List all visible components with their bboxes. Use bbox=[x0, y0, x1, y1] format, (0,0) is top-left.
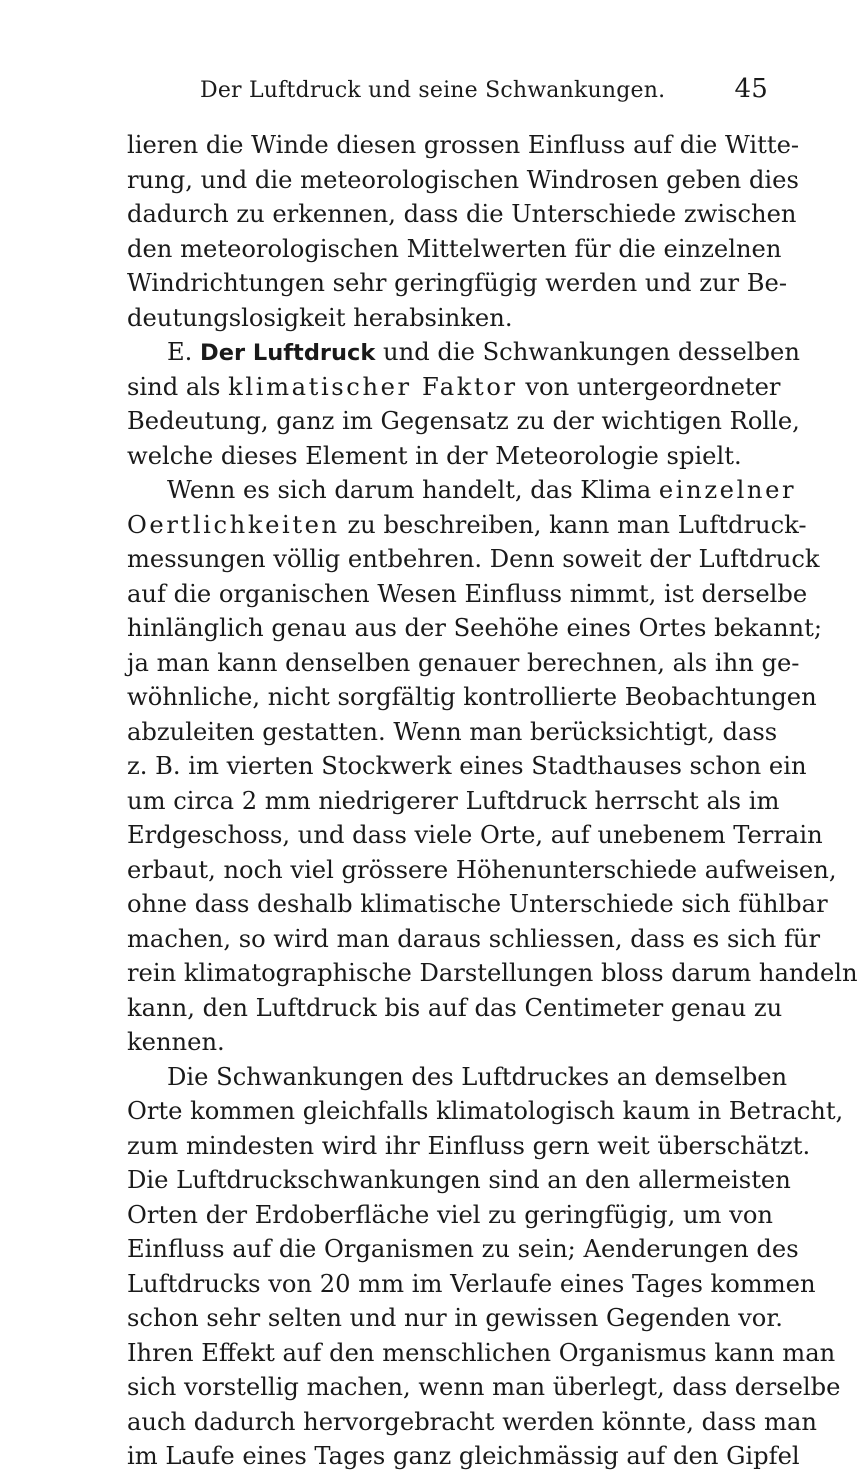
text-line: Die Luftdruckschwankungen sind an den allermeisten bbox=[127, 1166, 791, 1194]
text-fragment: sind als bbox=[127, 372, 229, 401]
emphasis: einzelner bbox=[658, 476, 797, 504]
text-line: Luftdrucks von 20 mm im Verlaufe eines Tages kommen bbox=[127, 1269, 816, 1298]
text-line: sich vorstellig machen, wenn man überlegt, dass derselbe bbox=[127, 1373, 841, 1401]
text-line: zum mindesten wird ihr Einfluss gern weit überschätzt. bbox=[127, 1131, 811, 1160]
text-line: lieren die Winde diesen grossen Einfluss auf die Witte- bbox=[127, 131, 800, 159]
text-line: auf die organischen Wesen Einfluss nimmt, ist derselbe bbox=[127, 579, 808, 608]
text-line: ohne dass deshalb klimatische Unterschiede sich fühlbar bbox=[127, 890, 828, 918]
text-line: Ihren Effekt auf den menschlichen Organismus kann man bbox=[127, 1338, 836, 1367]
text-line: schon sehr selten und nur in gewissen Gegenden vor. bbox=[127, 1304, 783, 1332]
text-line: Windrichtungen sehr geringfügig werden und zur Be- bbox=[127, 269, 788, 297]
text-line bbox=[127, 508, 807, 543]
text-line: auch dadurch hervorgebracht werden könnte, dass man bbox=[127, 1407, 817, 1436]
text-line bbox=[127, 473, 797, 508]
text-line: welche dieses Element in der Meteorologie spielt. bbox=[127, 441, 742, 470]
body-text bbox=[127, 128, 858, 1474]
text-line: Die Schwankungen des Luftdruckes an demselben bbox=[167, 1062, 788, 1091]
text-line: messungen völlig entbehren. Denn soweit der Luftdruck bbox=[127, 545, 820, 573]
section-heading-line bbox=[127, 335, 800, 370]
emphasis: Oertlichkeiten bbox=[127, 510, 340, 539]
text-line: kann, den Luftdruck bis auf das Centimeter genau zu bbox=[127, 993, 783, 1022]
text-line: Einfluss auf die Organismen zu sein; Aenderungen des bbox=[127, 1235, 799, 1263]
text-line: um circa 2 mm niedrigerer Luftdruck herrscht als im bbox=[127, 786, 780, 815]
text-line: den meteorologischen Mittelwerten für die einzelnen bbox=[127, 234, 782, 263]
text-line: hinlänglich genau aus der Seehöhe eines Ortes bekannt; bbox=[127, 614, 822, 642]
text-fragment: Wenn es sich darum handelt, das Klima bbox=[167, 476, 659, 504]
text-line: abzuleiten gestatten. Wenn man berücksichtigt, dass bbox=[127, 717, 778, 746]
text-line: machen, so wird man daraus schliessen, dass es sich für bbox=[127, 924, 821, 953]
running-title: Der Luftdruck und seine Schwankungen. bbox=[200, 78, 666, 103]
text-line: Orte kommen gleichfalls klimatologisch kaum in Betracht, bbox=[127, 1097, 844, 1125]
text-line bbox=[127, 370, 781, 405]
text-fragment: zu beschreiben, kann man Luftdruck- bbox=[339, 510, 807, 539]
text-line: wöhnliche, nicht sorgfältig kontrollierte Beobachtungen bbox=[127, 683, 817, 711]
text-line: Bedeutung, ganz im Gegensatz zu der wichtigen Rolle, bbox=[127, 407, 800, 435]
page-number: 45 bbox=[734, 74, 768, 104]
text-line: rein klimatographische Darstellungen bloss darum handeln bbox=[127, 959, 858, 987]
text-line: z. B. im vierten Stockwerk eines Stadthauses schon ein bbox=[127, 752, 807, 780]
text-line: rung, und die meteorologischen Windrosen geben dies bbox=[127, 165, 799, 194]
text-line: dadurch zu erkennen, dass die Unterschiede zwischen bbox=[127, 200, 797, 228]
text-line: ja man kann denselben genauer berechnen, als ihn ge- bbox=[127, 648, 800, 677]
text-line: kennen. bbox=[127, 1028, 225, 1056]
text-line: Erdgeschoss, und dass viele Orte, auf unebenem Terrain bbox=[127, 821, 823, 849]
text-line: im Laufe eines Tages ganz gleichmässig auf den Gipfel bbox=[127, 1442, 800, 1470]
running-header bbox=[200, 68, 770, 108]
text-line: Orten der Erdoberfläche viel zu geringfügig, um von bbox=[127, 1200, 773, 1229]
text-line: erbaut, noch viel grössere Höhenunterschiede aufweisen, bbox=[127, 855, 837, 884]
text-line: deutungslosigkeit herabsinken. bbox=[127, 303, 513, 332]
section-label: E. bbox=[167, 338, 201, 366]
text-fragment: und die Schwankungen desselben bbox=[375, 338, 800, 366]
emphasis: klimatischer Faktor bbox=[228, 372, 518, 401]
section-title: Der Luftdruck bbox=[200, 340, 376, 366]
text-fragment: von untergeordneter bbox=[517, 372, 781, 401]
